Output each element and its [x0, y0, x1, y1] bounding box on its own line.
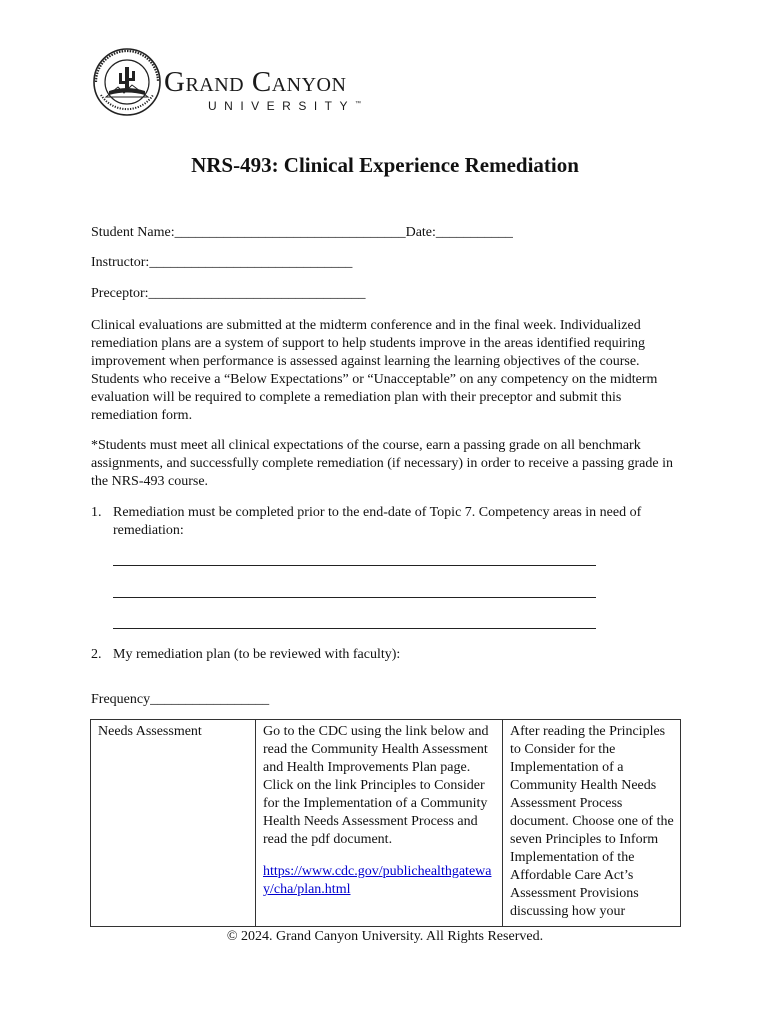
list-item-1 — [91, 504, 681, 540]
table-cell-needs-assessment: Needs Assessment — [91, 720, 256, 927]
instructor-field[interactable]: Instructor:_____________________________ — [91, 255, 353, 270]
table-cell-instructions: Go to the CDC using the link below and read the Community Health Assessment and Health Improvements Plan page. Click on the link Principles to Consider for the Implementation of a Community Health Needs Assessment Process and read the pdf document. https://www.cdc.gov/publichealthgateway/cha/plan.html — [256, 720, 503, 927]
answer-line-1[interactable] — [113, 565, 596, 566]
university-logo — [92, 47, 402, 121]
frequency-field[interactable]: Frequency_________________ — [91, 692, 270, 707]
answer-line-3[interactable] — [113, 628, 596, 629]
copyright-footer: © 2024. Grand Canyon University. All Rights Reserved. — [226, 929, 544, 944]
requirements-paragraph: *Students must meet all clinical expectations of the course, earn a passing grade on all benchmark assignments, and successfully complete remediation (if necessary) in order to receive a passing grade in the NRS-493 course. — [91, 438, 673, 489]
student-name-field[interactable]: Student Name:_________________________________Date:___________ — [91, 225, 513, 240]
page-title: NRS-493: Clinical Experience Remediation — [191, 153, 579, 177]
logo-wordmark: Grand Canyon — [164, 66, 347, 98]
table-cell-task: After reading the Principles to Consider for the Implementation of a Community Health Needs Assessment Process document. Choose one of the seven Principles to Inform Implementation of the Affordable Care Act’s Assessment Provisions discussing how your — [503, 720, 681, 927]
preceptor-field[interactable]: Preceptor:_______________________________ — [91, 286, 366, 301]
intro-paragraph: Clinical evaluations are submitted at the midterm conference and in the final week. Individualized remediation plans are a system of support to help students improve in the areas identified requiring improvement when performance is assessed against learning the learning objectives of the course. Students who receive a “Below Expectations” or “Unacceptable” on any competency on the midterm evaluation will be required to complete a remediation plan with their preceptor and submit this remediation form. — [91, 318, 658, 423]
list-item-text: Remediation must be completed prior to the end-date of Topic 7. Competency areas in need of remediation: — [113, 505, 642, 538]
answer-line-2[interactable] — [113, 597, 596, 598]
cdc-link[interactable]: https://www.cdc.gov/publichealthgateway/cha/plan.html — [263, 864, 492, 897]
table-row — [91, 720, 681, 927]
remediation-table — [90, 719, 681, 927]
list-number: 1. — [91, 505, 102, 520]
list-item-2 — [91, 646, 681, 664]
list-item-text: My remediation plan (to be reviewed with faculty): — [113, 647, 401, 662]
university-seal-icon — [92, 47, 162, 117]
list-number: 2. — [91, 647, 102, 662]
logo-subtitle: UNIVERSITY™ — [208, 99, 362, 113]
